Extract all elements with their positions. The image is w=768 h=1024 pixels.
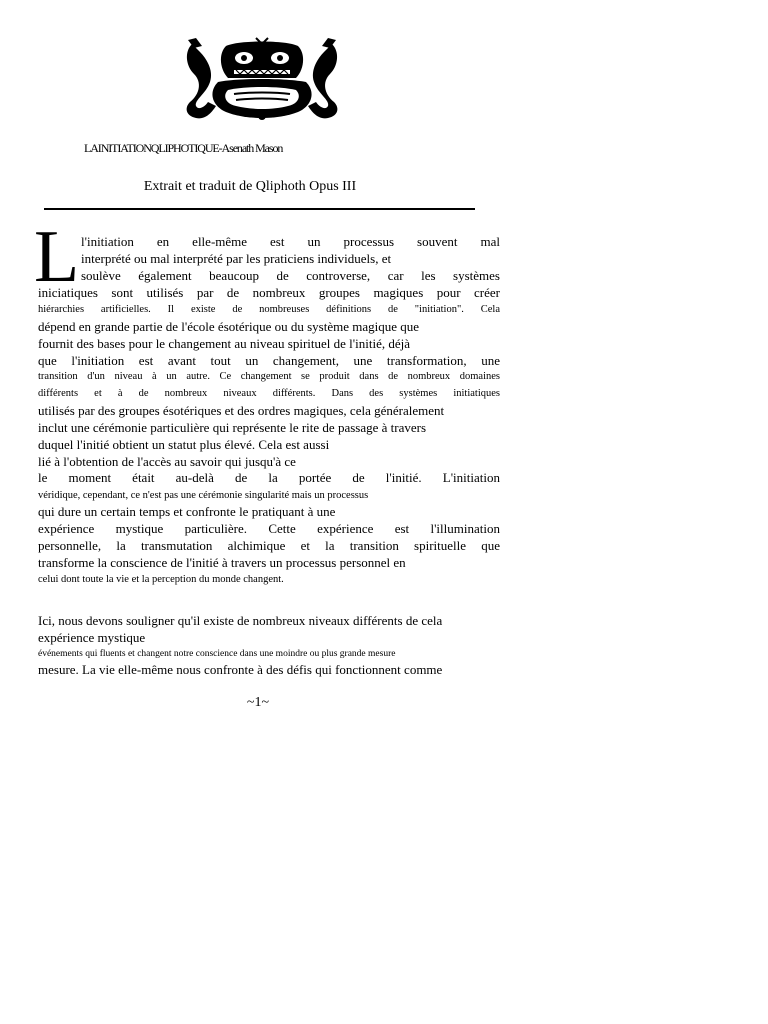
page-number: ~1~: [246, 695, 270, 710]
paragraph-line: inclut une cérémonie particulière qui représente le rite de passage à travers: [38, 420, 427, 435]
paragraph-line: différents et à de nombreux niveaux différents. Dans des systèmes initiatiques: [38, 388, 500, 399]
paragraph-line: iniciatiques sont utilisés par de nombreux groupes magiques pour créer: [38, 285, 500, 300]
paragraph-line: le moment était au-delà de la portée de l'initié. L'initiation: [38, 470, 500, 485]
document-subtitle: Extrait et traduit de Qliphoth Opus III: [143, 179, 357, 194]
paragraph-line: fournit des bases pour le changement au niveau spirituel de l'initié, déjà: [38, 336, 411, 351]
paragraph-line: événements qui fluents et changent notre conscience dans une moindre ou plus grande mesure: [38, 649, 396, 659]
paragraph-line: transition d'un niveau à un autre. Ce changement se produit dans de nombreux domaines: [38, 371, 500, 382]
paragraph-line: utilisés par des groupes ésotériques et des ordres magiques, cela généralement: [38, 403, 445, 418]
paragraph-line: expérience mystique: [38, 630, 146, 645]
paragraph-line: celui dont toute la vie et la perception du monde changent.: [38, 574, 284, 585]
paragraph-line: interprété ou mal interprété par les praticiens individuels, et: [81, 251, 392, 266]
paragraph-line: mesure. La vie elle-même nous confronte à des défis qui fonctionnent comme: [38, 662, 443, 677]
paragraph-line: personnelle, la transmutation alchimique et la transition spirituelle que: [38, 538, 500, 553]
paragraph-line: véridique, cependant, ce n'est pas une cérémonie singularité mais un processus: [38, 490, 369, 501]
paragraph-line: dépend en grande partie de l'école ésotérique ou du système magique que: [38, 319, 420, 334]
paragraph-line: lié à l'obtention de l'accès au savoir qui jusqu'à ce: [38, 454, 296, 469]
paragraph-line: expérience mystique particulière. Cette expérience est l'illumination: [38, 521, 500, 536]
paragraph-line: transforme la conscience de l'initié à travers un processus personnel en: [38, 555, 406, 570]
horizontal-divider: [44, 208, 475, 210]
document-header-title: LAINITIATIONQLIPHOTIQUE-Asenath Mason: [84, 141, 283, 155]
paragraph-line: l'initiation en elle-même est un processus souvent mal: [81, 234, 500, 249]
drop-cap-letter: L: [34, 216, 80, 298]
paragraph-line: que l'initiation est avant tout un changement, une transformation, une: [38, 353, 500, 368]
paragraph-line: soulève également beaucoup de controverse, car les systèmes: [81, 268, 500, 283]
paragraph-line: hiérarchies artificielles. Il existe de nombreuses définitions de "initiation". Cela: [38, 304, 500, 315]
paragraph-line: duquel l'initié obtient un statut plus élevé. Cela est aussi: [38, 437, 330, 452]
paragraph-line: qui dure un certain temps et confronte le pratiquant à une: [38, 504, 336, 519]
paragraph-line: Ici, nous devons souligner qu'il existe de nombreux niveaux différents de cela: [38, 613, 443, 628]
dragon-emblem-icon: [178, 36, 346, 122]
